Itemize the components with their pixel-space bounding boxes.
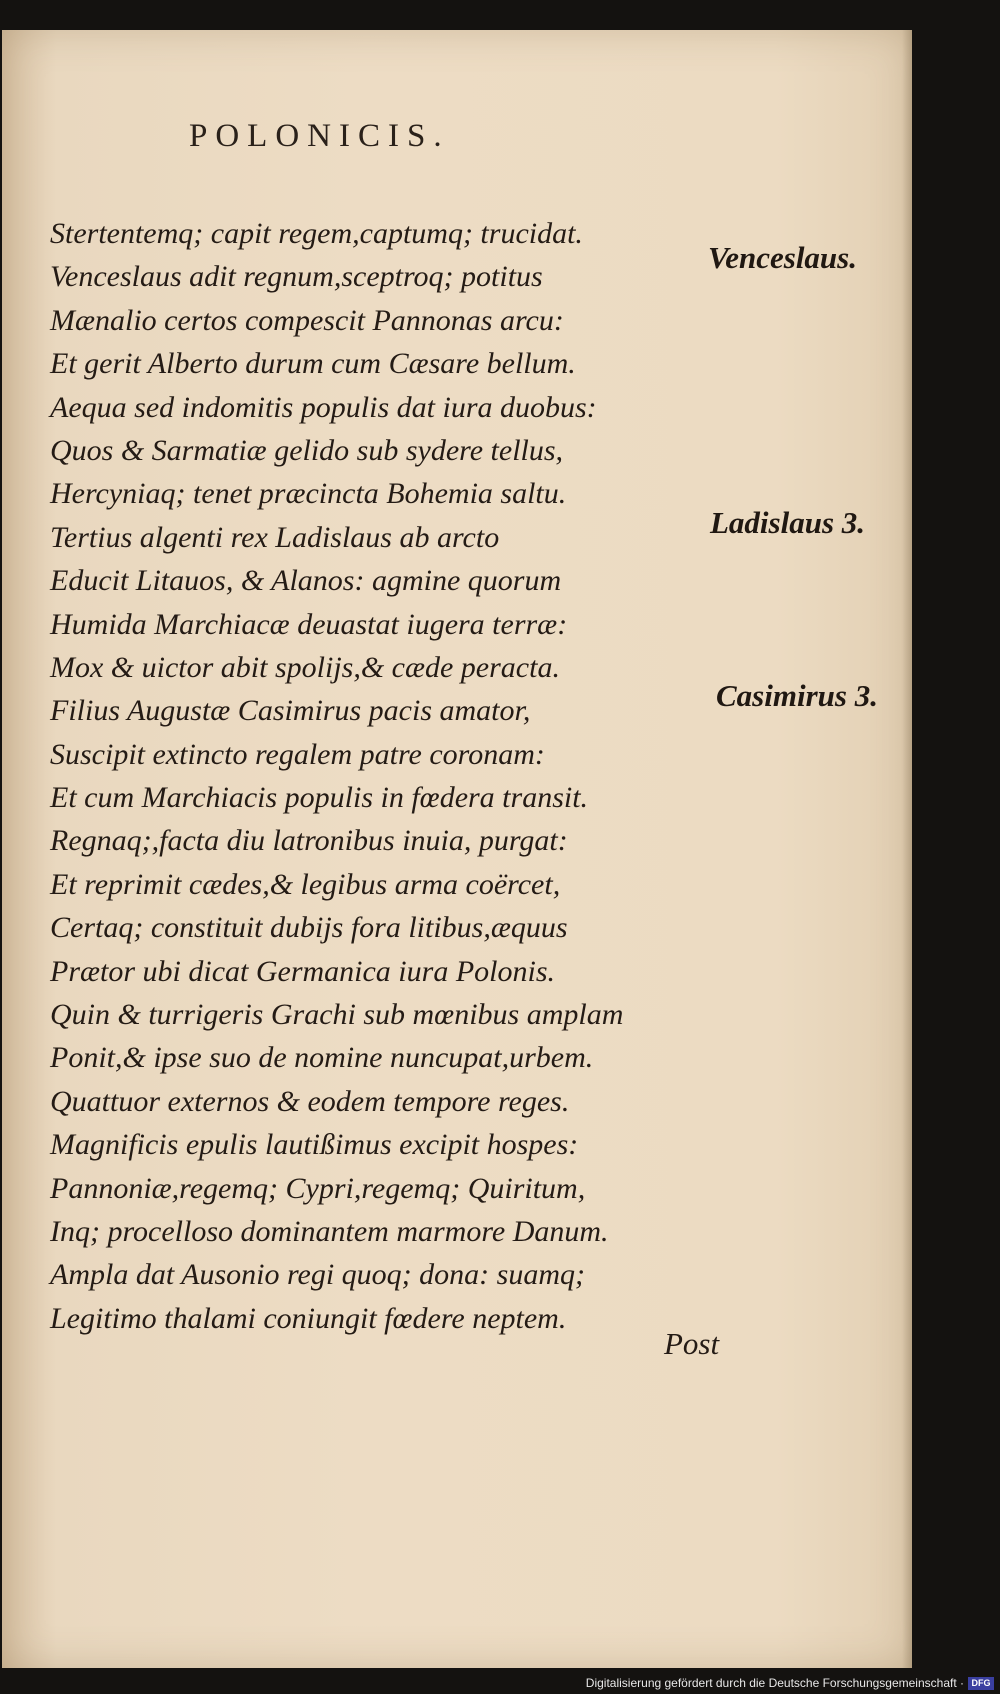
verse-line: Ponit,& ipse suo de nomine nuncupat,urbem. [50,1041,594,1075]
verse-line: Quin & turrigeris Grachi sub mœnibus amplam [50,998,624,1032]
verse-line: Educit Litauos, & Alanos: agmine quorum [50,564,562,598]
verse-line: Magnificis epulis lautißimus excipit hospes: [50,1128,579,1162]
verse-line: Prætor ubi dicat Germanica iura Polonis. [50,954,555,988]
verse-line: Aequa sed indomitis populis dat iura duobus: [50,390,597,424]
verse-line: Stertentemq; capit regem,captumq; trucidat. [50,217,583,250]
verse-line: Mænalio certos compescit Pannonas arcu: [50,303,564,337]
footer-bar [0,1672,1000,1694]
verse-line: Regnaq;,facta diu latronibus inuia, purgat: [50,824,568,858]
verse-line: Tertius algenti rex Ladislaus ab arcto [50,520,500,554]
verse-line: Ampla dat Ausonio regi quoq; dona: suamq; [50,1258,585,1292]
book-page [2,30,912,1668]
verse-line: Quattuor externos & eodem tempore reges. [50,1084,570,1118]
margin-note-casimirus: Casimirus 3. [716,678,878,713]
dfg-logo: DFG [968,1677,994,1690]
verse-line: Et cum Marchiacis populis in fœdera transit. [50,781,589,815]
verse-line: Inq; procelloso dominantem marmore Danum. [50,1214,609,1248]
margin-note-venceslaus: Venceslaus. [708,240,857,275]
verse-line: Venceslaus adit regnum,sceptroq; potitus [50,260,543,294]
margin-note-ladislaus: Ladislaus 3. [710,505,866,540]
page-edge-shadow [902,30,912,1668]
verse-line: Filius Augustæ Casimirus pacis amator, [50,694,531,728]
verse-line: Mox & uictor abit spolijs,& cæde peracta. [50,650,560,684]
verse-line: Et gerit Alberto durum cum Cæsare bellum. [50,347,576,381]
verse-line: Hercyniaq; tenet præcincta Bohemia saltu. [50,477,567,511]
verse-lines [50,212,750,1340]
verse-line: Pannoniæ,regemq; Cypri,regemq; Quiritum, [50,1171,586,1205]
verse-line: Et reprimit cædes,& legibus arma coërcet, [50,867,561,901]
verse-line: Suscipit extincto regalem patre coronam: [50,737,545,771]
catchword: Post [664,1326,720,1361]
verse-line: Certaq; constituit dubijs fora litibus,æquus [50,911,568,945]
verse-line: Quos & Sarmatiæ gelido sub sydere tellus, [50,433,564,467]
verse-line: Legitimo thalami coniungit fœdere neptem. [50,1301,567,1335]
running-header: POLONICIS. [189,118,450,154]
digitization-credit: Digitalisierung gefördert durch die Deutsche Forschungsgemeinschaft · [585,1676,964,1690]
verse-line: Humida Marchiacæ deuastat iugera terræ: [50,607,568,641]
